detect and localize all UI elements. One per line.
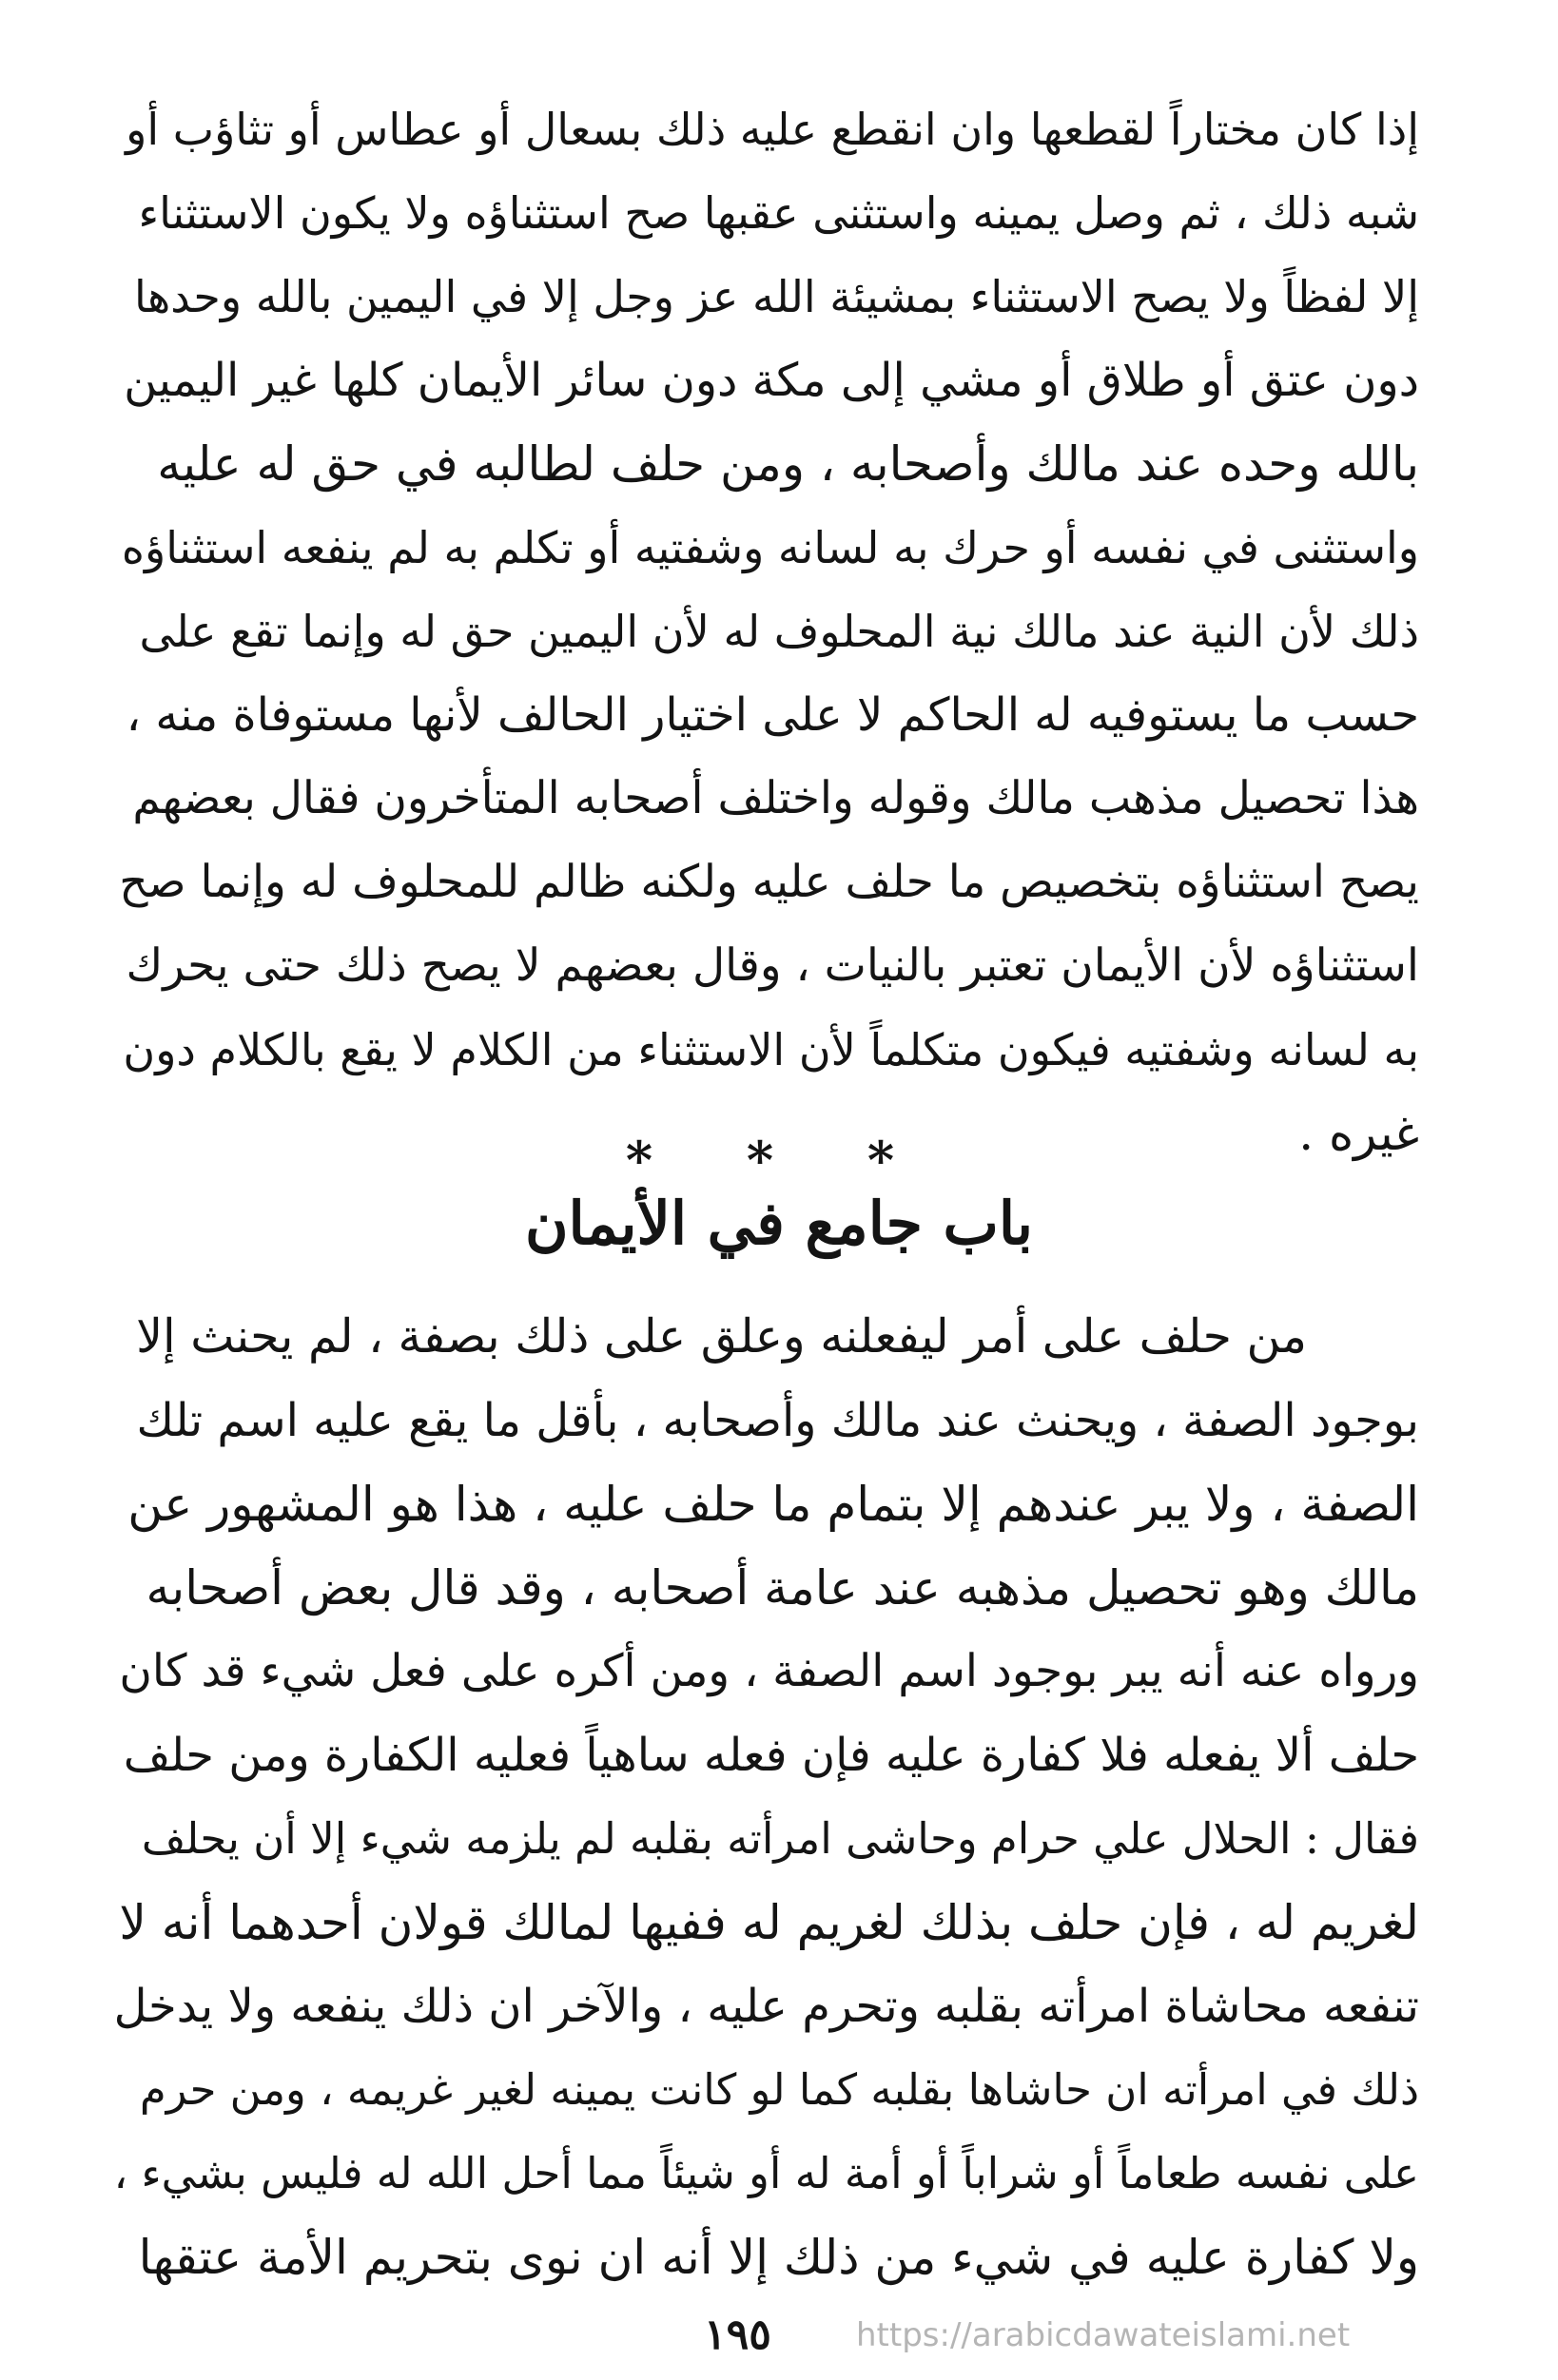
section-separator: * * * xyxy=(625,1130,933,1190)
text-line: واستثنى في نفسه أو حرك به لسانه وشفتيه أو تكلم به لم ينفعه استثناؤه xyxy=(121,522,1419,573)
text-line: ورواه عنه أنه يبر بوجود اسم الصفة ، ومن أكره على فعل شيء قد كان xyxy=(119,1645,1419,1697)
text-line: حسب ما يستوفيه له الحاكم لا على اختيار الحالف لأنها مستوفاة منه ، xyxy=(126,688,1419,742)
text-line: حلف ألا يفعله فلا كفارة عليه فإن فعله ساهياً فعليه الكفارة ومن حلف xyxy=(123,1729,1419,1782)
text-line: ذلك لأن النية عند مالك نية المحلوف له لأن اليمين حق له وإنما تقع على xyxy=(139,606,1419,657)
text-line: ولا كفارة عليه في شيء من ذلك إلا أنه ان نوى بتحريم الأمة عتقها xyxy=(138,2230,1419,2285)
paragraph-2 xyxy=(114,1295,1419,2299)
text-line: شبه ذلك ، ثم وصل يمينه واستثنى عقبها صح استثناؤه ولا يكون الاستثناء xyxy=(138,187,1419,239)
text-line: به لسانه وشفتيه فيكون متكلماً لأن الاستثناء من الكلام لا يقع بالكلام دون xyxy=(123,1024,1419,1075)
text-line: إذا كان مختاراً لقطعها وان انقطع عليه ذلك بسعال أو عطاس أو تثاؤب أو xyxy=(126,104,1419,155)
text-line: غيره . xyxy=(1298,1106,1419,1161)
watermark-url: https://arabicdawateislami.net xyxy=(856,2316,1351,2354)
page-footer xyxy=(0,2311,1558,2358)
text-line: تنفعه محاشاة امرأته بقلبه وتحرم عليه ، والآخر ان ذلك ينفعه ولا يدخل xyxy=(113,1980,1419,2033)
text-line: إلا لفظاً ولا يصح الاستثناء بمشيئة الله عز وجل إلا في اليمين بالله وحدها xyxy=(134,271,1419,322)
paragraph-1 xyxy=(114,87,1419,1175)
section-heading: باب جامع في الأيمان xyxy=(524,1189,1034,1258)
text-line: من حلف على أمر ليفعلنه وعلق على ذلك بصفة ، لم يحنث إلا xyxy=(136,1309,1307,1364)
text-line: فقال : الحلال علي حرام وحاشى امرأته بقلبه لم يلزمه شيء إلا أن يحلف xyxy=(141,1813,1419,1864)
text-line: الصفة ، ولا يبر عندهم إلا بتمام ما حلف عليه ، هذا هو المشهور عن xyxy=(127,1477,1419,1532)
text-line: مالك وهو تحصيل مذهبه عند عامة أصحابه ، وقد قال بعض أصحابه xyxy=(146,1560,1419,1616)
text-line: لغريم له ، فإن حلف بذلك لغريم له ففيها لمالك قولان أحدهما أنه لا xyxy=(119,1895,1419,1950)
text-line: بوجود الصفة ، ويحنث عند مالك وأصحابه ، بأقل ما يقع عليه اسم تلك xyxy=(136,1394,1419,1447)
text-line: دون عتق أو طلاق أو مشي إلى مكة دون سائر الأيمان كلها غير اليمين xyxy=(124,354,1419,407)
text-line: هذا تحصيل مذهب مالك وقوله واختلف أصحابه المتأخرون فقال بعضهم xyxy=(132,772,1419,824)
page-number: ١٩٥ xyxy=(704,2311,771,2359)
text-line: ذلك في امرأته ان حاشاها بقلبه كما لو كانت يمينه لغير غريمه ، ومن حرم xyxy=(139,2064,1419,2115)
text-line: على نفسه طعاماً أو شراباً أو أمة له أو شيئاً مما أحل الله له فليس بشيء ، xyxy=(113,2148,1419,2198)
text-line: يصح استثناؤه بتخصيص ما حلف عليه ولكنه ظالم للمحلوف له وإنما صح xyxy=(119,856,1419,908)
text-line: بالله وحده عند مالك وأصحابه ، ومن حلف لطالبه في حق له عليه xyxy=(157,436,1419,492)
text-line: استثناؤه لأن الأيمان تعتبر بالنيات ، وقال بعضهم لا يصح ذلك حتى يحرك xyxy=(126,939,1419,992)
